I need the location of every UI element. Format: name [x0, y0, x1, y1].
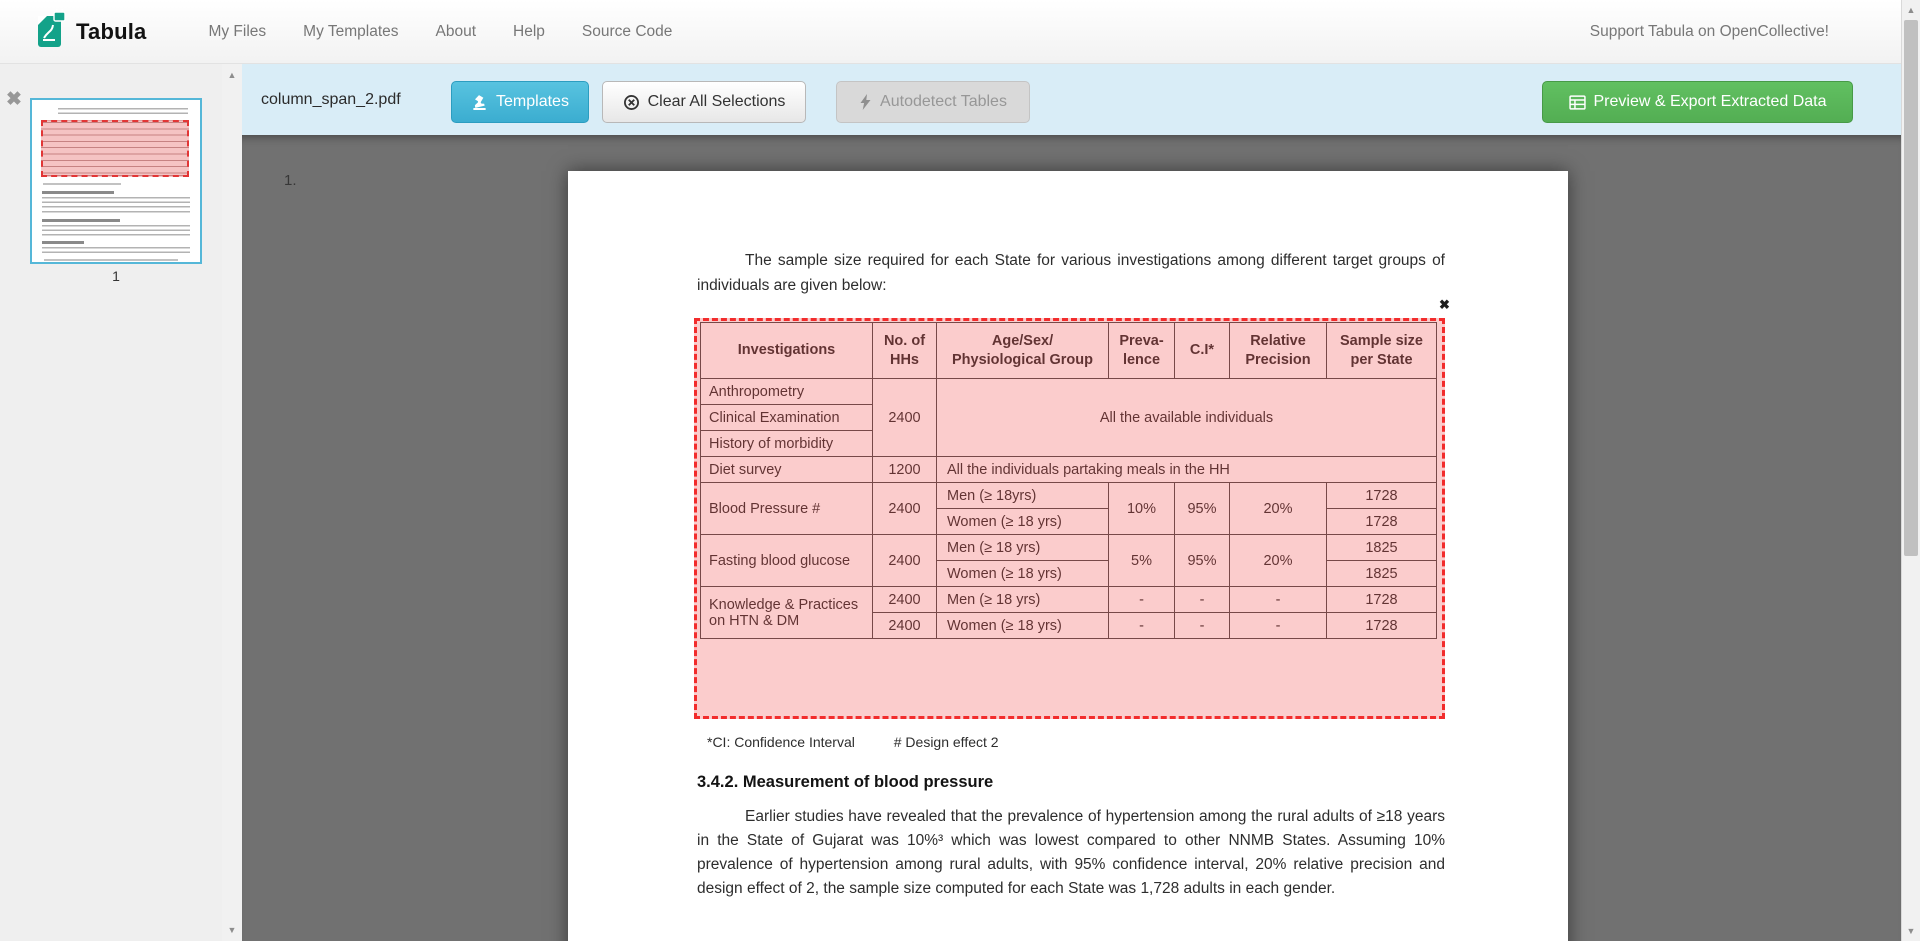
window-scrollbar[interactable]: [1901, 0, 1920, 941]
scroll-down-icon[interactable]: ▼: [1906, 926, 1916, 936]
cell-hhs: 1200: [873, 457, 937, 483]
footnote-ci: *CI: Confidence Interval: [707, 734, 855, 750]
nav-item-help[interactable]: Help: [513, 22, 545, 40]
cell-group: All the individuals partaking meals in the HH: [937, 457, 1437, 483]
section-heading: 3.4.2. Measurement of blood pressure: [697, 773, 994, 791]
thumbnail-line: [42, 191, 114, 194]
cell-ci: 95%: [1175, 483, 1230, 535]
page-thumbnails-sidebar: [0, 64, 242, 941]
table-footnote: [707, 734, 999, 750]
cell-group: All the available individuals: [937, 379, 1437, 457]
template-stamp-icon: [471, 94, 488, 111]
cell-precision: -: [1230, 587, 1327, 613]
cell-ci: -: [1175, 613, 1230, 639]
header-no-of-hhs: No. of HHs: [873, 323, 937, 379]
cell-investigation: History of morbidity: [701, 431, 873, 457]
header-relative-precision: Relative Precision: [1230, 323, 1327, 379]
cell-ci: -: [1175, 587, 1230, 613]
header-ci: C.I*: [1175, 323, 1230, 379]
nav-item-source-code[interactable]: Source Code: [581, 22, 673, 40]
page-number-marker: 1.: [284, 172, 297, 189]
header-age-sex-group: Age/Sex/ Physiological Group: [937, 323, 1109, 379]
cell-hhs: 2400: [873, 379, 937, 457]
thumbnail-content: [32, 100, 200, 262]
autodetect-button-label: Autodetect Tables: [880, 93, 1007, 110]
scroll-down-icon[interactable]: ▼: [227, 925, 237, 935]
templates-button-label: Templates: [496, 93, 569, 110]
cell-group: Women (≥ 18 yrs): [937, 613, 1109, 639]
window-scrollbar-thumb[interactable]: [1904, 20, 1918, 556]
cell-sample-size: 1825: [1327, 535, 1437, 561]
cell-sample-size: 1825: [1327, 561, 1437, 587]
cell-ci: 95%: [1175, 535, 1230, 587]
support-link[interactable]: Support Tabula on OpenCollective!: [1589, 23, 1829, 40]
cell-hhs: 2400: [873, 483, 937, 535]
cell-investigation: Anthropometry: [701, 379, 873, 405]
thumbnail-line: [42, 247, 190, 255]
table-selection-overlay[interactable]: [694, 318, 1445, 719]
cell-prevalence: -: [1109, 613, 1175, 639]
cell-precision: 20%: [1230, 535, 1327, 587]
cell-sample-size: 1728: [1327, 613, 1437, 639]
page-1-thumbnail[interactable]: [30, 98, 202, 264]
clear-button-label: Clear All Selections: [647, 93, 786, 110]
footnote-design-effect: # Design effect 2: [893, 734, 999, 750]
thumbnail-line: [42, 219, 120, 222]
header-prevalence: Preva- lence: [1109, 323, 1175, 379]
cell-group: Men (≥ 18yrs): [937, 483, 1109, 509]
cell-investigation: Knowledge & Practices on HTN & DM: [701, 587, 873, 639]
cell-hhs: 2400: [873, 613, 937, 639]
cell-sample-size: 1728: [1327, 483, 1437, 509]
nav-menu: [208, 23, 672, 41]
thumbnail-line: [42, 197, 190, 214]
intro-paragraph: The sample size required for each State for various investigations among different target groups of individuals are given below:: [697, 252, 1445, 294]
thumbnail-line: [58, 108, 188, 116]
scroll-up-icon[interactable]: ▲: [227, 70, 237, 80]
scroll-up-icon[interactable]: ▲: [1906, 5, 1916, 15]
cell-investigation: Diet survey: [701, 457, 873, 483]
autodetect-tables-button[interactable]: [836, 81, 1030, 123]
clear-all-selections-button[interactable]: [602, 81, 806, 123]
circle-x-icon: [623, 94, 640, 111]
pdf-page-1[interactable]: [568, 171, 1568, 941]
nav-item-my-files[interactable]: My Files: [208, 22, 267, 40]
tabula-pdf-lock-logo-icon: [37, 9, 67, 54]
table-grid-icon: [1569, 95, 1586, 110]
cell-investigation: Fasting blood glucose: [701, 535, 873, 587]
cell-prevalence: 10%: [1109, 483, 1175, 535]
templates-button[interactable]: [451, 81, 589, 123]
thumbnail-line: [42, 241, 84, 244]
cell-group: Men (≥ 18 yrs): [937, 535, 1109, 561]
header-sample-size: Sample size per State: [1327, 323, 1437, 379]
cell-prevalence: -: [1109, 587, 1175, 613]
cell-group: Women (≥ 18 yrs): [937, 509, 1109, 535]
document-filename: column_span_2.pdf: [261, 91, 401, 108]
thumbnail-line: [43, 183, 121, 185]
cell-sample-size: 1728: [1327, 587, 1437, 613]
brand-name[interactable]: Tabula: [76, 18, 147, 44]
thumbnail-line: [44, 259, 178, 261]
cell-hhs: 2400: [873, 587, 937, 613]
cell-group: Women (≥ 18 yrs): [937, 561, 1109, 587]
cell-precision: 20%: [1230, 483, 1327, 535]
thumbnail-selection-preview: [41, 120, 189, 177]
section-paragraph: Earlier studies have revealed that the prevalence of hypertension among the rural adults of ≥18 years in the State of Gujarat was 10%³ which was lowest compared to other NNMB States. Assuming 10% prevalence of hypertension among rural adults, with 95% confidence interval, 20% relative precision and design effect of 2, the sample size computed for each State was 1,728 adults in each gender.: [697, 808, 1445, 897]
cell-group: Men (≥ 18 yrs): [937, 587, 1109, 613]
cell-prevalence: 5%: [1109, 535, 1175, 587]
cell-sample-size: 1728: [1327, 509, 1437, 535]
nav-item-my-templates[interactable]: My Templates: [303, 22, 399, 40]
sidebar-scrollbar[interactable]: [222, 64, 242, 941]
thumbnail-page-number: 1: [112, 268, 120, 284]
header-investigations: Investigations: [701, 323, 873, 379]
cell-investigation: Blood Pressure #: [701, 483, 873, 535]
nav-item-about[interactable]: About: [435, 22, 477, 40]
cell-precision: -: [1230, 613, 1327, 639]
export-button-label: Preview & Export Extracted Data: [1593, 93, 1827, 110]
thumbnail-line: [42, 225, 190, 237]
pdf-viewer-area: [242, 135, 1901, 941]
preview-export-button[interactable]: [1542, 81, 1853, 123]
toolbar: [242, 64, 1901, 135]
navbar: [0, 0, 1901, 64]
selection-close-icon[interactable]: ✖: [1439, 297, 1450, 312]
cell-hhs: 2400: [873, 535, 937, 587]
lightning-bolt-icon: [859, 94, 872, 110]
cell-investigation: Clinical Examination: [701, 405, 873, 431]
remove-page-icon[interactable]: ✖: [6, 89, 22, 110]
brand[interactable]: [37, 9, 146, 54]
